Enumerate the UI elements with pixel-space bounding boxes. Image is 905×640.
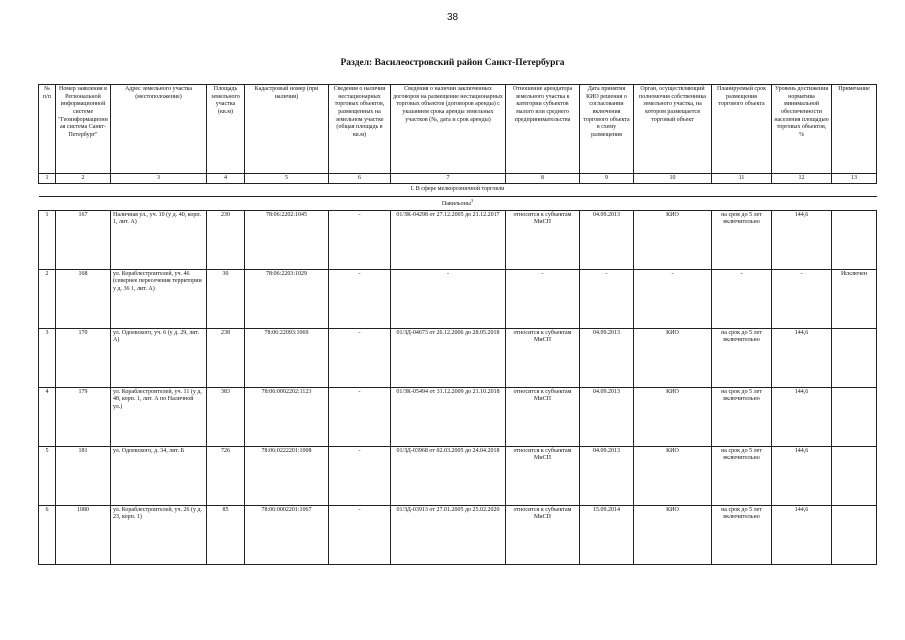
- contract-info: 01/ЗД-03968 от 02.03.2005 до 24.04.2018: [391, 446, 506, 505]
- header-cell: Адрес земельного участка (местоположение): [111, 85, 207, 174]
- header-cell: Номер заявления в Региональной информационной системе "Геоинформационная система Санкт-Петербург": [56, 85, 111, 174]
- placement-term: -: [712, 269, 772, 328]
- contract-info: 01/ЗК-04298 от 27.12.2005 до 21.12.2017: [391, 210, 506, 269]
- section-title: Раздел: Василеостровский район Санкт-Петербурга: [340, 58, 565, 68]
- decision-date: -: [580, 269, 634, 328]
- header-cell: Планируемый срок размещения торгового объекта: [712, 85, 772, 174]
- header-cell: Отношение арендатора земельного участка к категории субъектов малого или среднего предпринимательства: [506, 85, 580, 174]
- column-number: 1: [39, 174, 56, 184]
- smb-status: -: [506, 269, 580, 328]
- cadastral-number: 78:06:2203:1029: [245, 269, 329, 328]
- header-cell: Сведения о наличии нестационарных торговых объектов, размещенных на земельном участке (общая площадь в кв.м): [329, 85, 391, 174]
- header-cell: № п/п: [39, 85, 56, 174]
- column-number: 8: [506, 174, 580, 184]
- page-number: 38: [446, 12, 459, 23]
- header-cell: Сведения о наличии заключенных договоров на размещение нестационарных торговых объектов (договоров аренды) с указанием срока аренды земельных участков (№, дата и срок аренды): [391, 85, 506, 174]
- cadastral-number: 78:06:0222201:1008: [245, 446, 329, 505]
- smb-status: относится к субъектам МиСП: [506, 446, 580, 505]
- contract-info: 01/ЗК-05494 от 31.12.2009 до 21.10.2018: [391, 387, 506, 446]
- nto-info: -: [329, 387, 391, 446]
- column-number-row: [39, 174, 877, 184]
- nto-info: -: [329, 269, 391, 328]
- table-row: [39, 387, 877, 446]
- subgroup-heading: [39, 197, 877, 211]
- column-number: 3: [111, 174, 207, 184]
- row-number: 1: [39, 210, 56, 269]
- area: 238: [207, 328, 245, 387]
- address: Наличная ул., уч. 10 (у д. 40, корп. 1, лит. А): [111, 210, 207, 269]
- note: [832, 210, 877, 269]
- table-row: [39, 269, 877, 328]
- row-number: 2: [39, 269, 56, 328]
- placement-term: на срок до 5 лет включительно: [712, 505, 772, 564]
- address: ул. Кораблестроителей, уч. 26 (у д. 23, корп. 1): [111, 505, 207, 564]
- contract-info: -: [391, 269, 506, 328]
- note: Исключен: [832, 269, 877, 328]
- header-row: [39, 85, 877, 174]
- row-number: 4: [39, 387, 56, 446]
- standard-level: 144,6: [772, 446, 832, 505]
- subgroup-heading-row: [39, 197, 877, 211]
- column-number: 12: [772, 174, 832, 184]
- smb-status: относится к субъектам МиСП: [506, 387, 580, 446]
- decision-date: 04.09.2013: [580, 210, 634, 269]
- authority: КИО: [634, 505, 712, 564]
- cadastral-number: 78:06:22093:1069: [245, 328, 329, 387]
- decision-date: 04.09.2013: [580, 387, 634, 446]
- address: ул. Кораблестроителей, уч. 46 (севернее пересечения территории у д. 36 1, лит. А): [111, 269, 207, 328]
- table-row: [39, 446, 877, 505]
- row-number: 5: [39, 446, 56, 505]
- nto-info: -: [329, 328, 391, 387]
- nto-info: -: [329, 210, 391, 269]
- placement-term: на срок до 5 лет включительно: [712, 446, 772, 505]
- contract-info: 01/ЗД-03913 от 27.01.2005 до 25.02.2020: [391, 505, 506, 564]
- column-number: 10: [634, 174, 712, 184]
- nto-info: -: [329, 505, 391, 564]
- column-number: 9: [580, 174, 634, 184]
- cadastral-number: 78:06:0002201:1067: [245, 505, 329, 564]
- cadastral-number: 78:06:0002202:1123: [245, 387, 329, 446]
- smb-status: относится к субъектам МиСП: [506, 328, 580, 387]
- header-cell: Уровень достижения норматива минимальной обеспеченности населения площадью торговых объектов, %: [772, 85, 832, 174]
- column-number: 2: [56, 174, 111, 184]
- column-number: 5: [245, 174, 329, 184]
- standard-level: 144,6: [772, 387, 832, 446]
- registration-number: 168: [56, 269, 111, 328]
- note: [832, 387, 877, 446]
- note: [832, 505, 877, 564]
- subgroup-footnote: 3: [470, 198, 474, 203]
- authority: -: [634, 269, 712, 328]
- row-number: 3: [39, 328, 56, 387]
- standard-level: 144,6: [772, 210, 832, 269]
- column-number: 7: [391, 174, 506, 184]
- authority: КИО: [634, 387, 712, 446]
- authority: КИО: [634, 210, 712, 269]
- area: 85: [207, 505, 245, 564]
- authority: КИО: [634, 446, 712, 505]
- decision-date: 04.09.2013: [580, 446, 634, 505]
- table-row: [39, 328, 877, 387]
- authority: КИО: [634, 328, 712, 387]
- placement-term: на срок до 5 лет включительно: [712, 387, 772, 446]
- decision-date: 15.09.2014: [580, 505, 634, 564]
- header-cell: Площадь земельного участка (кв.м): [207, 85, 245, 174]
- note: [832, 446, 877, 505]
- header-cell: Орган, осуществляющий полномочия собственника земельного участка, на котором размещается торговый объект: [634, 85, 712, 174]
- standard-level: 144,6: [772, 328, 832, 387]
- column-number: 13: [832, 174, 877, 184]
- address: ул. Кораблестроителей, уч. 11 (у д. 48, корп. 1, лит. А по Наличной ул.): [111, 387, 207, 446]
- decision-date: 04.09.2013: [580, 328, 634, 387]
- standard-level: -: [772, 269, 832, 328]
- nto-info: -: [329, 446, 391, 505]
- address: ул. Одоевского, уч. 6 (у д. 29, лит. А): [111, 328, 207, 387]
- group-heading-row: [39, 184, 877, 197]
- table-row: [39, 210, 877, 269]
- column-number: 6: [329, 174, 391, 184]
- area: 383: [207, 387, 245, 446]
- area: 726: [207, 446, 245, 505]
- table-row: [39, 505, 877, 564]
- registration-number: 181: [56, 446, 111, 505]
- subgroup-label: Павильоны: [441, 201, 471, 207]
- row-number: 6: [39, 505, 56, 564]
- standard-level: 144,6: [772, 505, 832, 564]
- note: [832, 328, 877, 387]
- placement-term: на срок до 5 лет включительно: [712, 328, 772, 387]
- registry-table: [38, 84, 877, 565]
- area: 30: [207, 269, 245, 328]
- cadastral-number: 78:06:2202:1045: [245, 210, 329, 269]
- address: ул. Одоевского, д. 34, лит. Б: [111, 446, 207, 505]
- header-cell: Примечание: [832, 85, 877, 174]
- group-heading: I. В сфере мелкорозничной торговли: [39, 184, 877, 197]
- smb-status: относится к субъектам МиСП: [506, 505, 580, 564]
- registration-number: 179: [56, 387, 111, 446]
- column-number: 11: [712, 174, 772, 184]
- header-cell: Дата принятия КИО решения о согласовании включения торгового объекта в схему размещения: [580, 85, 634, 174]
- registration-number: 170: [56, 328, 111, 387]
- placement-term: на срок до 5 лет включительно: [712, 210, 772, 269]
- column-number: 4: [207, 174, 245, 184]
- registration-number: 1080: [56, 505, 111, 564]
- registration-number: 167: [56, 210, 111, 269]
- header-cell: Кадастровый номер (при наличии): [245, 85, 329, 174]
- smb-status: относится к субъектам МиСП: [506, 210, 580, 269]
- area: 230: [207, 210, 245, 269]
- contract-info: 01/ЗД-04673 от 26.12.2006 до 28.05.2018: [391, 328, 506, 387]
